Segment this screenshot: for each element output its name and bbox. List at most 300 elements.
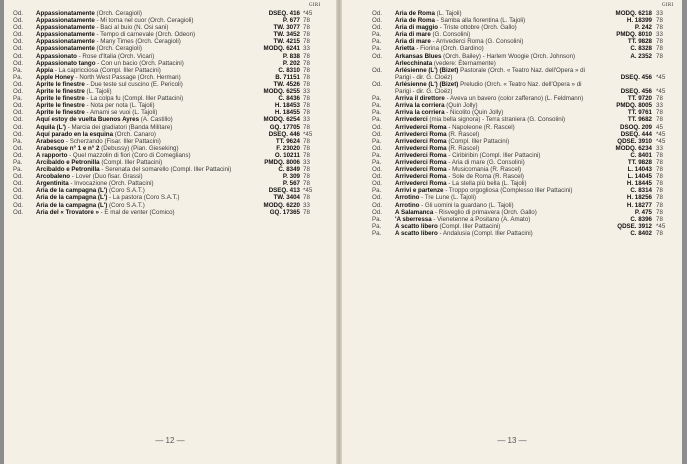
entry-details: - Nota per nota (L. Tajoli) bbox=[84, 102, 155, 110]
label-code: Od. bbox=[372, 180, 382, 188]
entry-description bbox=[36, 173, 236, 180]
entry-details: (mia bella signora) - Terra straniera (G. Consolini) bbox=[427, 116, 566, 124]
catalog-entry bbox=[4, 102, 336, 109]
entry-details: - E mal de venter (Comico) bbox=[98, 208, 175, 216]
entry-description bbox=[395, 17, 595, 24]
catalog-entry bbox=[342, 109, 682, 116]
entry-title: Arcibaldo e Petronilla bbox=[36, 166, 100, 174]
catalog-entry bbox=[342, 38, 682, 45]
catalog-number: GQ. 17705 bbox=[269, 123, 300, 131]
entry-title: Aria de Roma bbox=[395, 17, 435, 25]
entry-description bbox=[395, 81, 595, 95]
entry-title: Aria de la campagna (L') bbox=[36, 201, 108, 209]
label-code: Od. bbox=[372, 52, 382, 60]
label-code: Od. bbox=[13, 80, 23, 88]
catalog-number: TW. 4215 bbox=[273, 38, 300, 46]
catalog-number: C. 8402 bbox=[630, 229, 652, 237]
label-code: Od. bbox=[13, 88, 23, 96]
entry-title: Aquí parado en la esquina bbox=[36, 130, 114, 138]
label-code: Pa. bbox=[372, 109, 382, 117]
catalog-entries-left bbox=[4, 10, 336, 216]
label-code: Pa. bbox=[372, 222, 382, 230]
catalog-entry bbox=[342, 116, 682, 123]
entry-details: - La capricciosa (Compl. Iller Pattacini) bbox=[53, 66, 161, 74]
catalog-number: TW. 3077 bbox=[273, 24, 300, 32]
catalog-entry bbox=[4, 138, 336, 145]
catalog-entry bbox=[342, 180, 682, 187]
entry-title: Appassionatamente bbox=[36, 17, 95, 25]
catalog-number: C. 8436 bbox=[278, 95, 300, 103]
entry-details: - Mi torna nel cuor (Orch. Ceragioli) bbox=[94, 17, 194, 25]
entry-details: - Invocazione (Orch. Pattacini) bbox=[68, 180, 154, 188]
entry-details: - La colpa fu (Compl. Iller Pattacini) bbox=[84, 95, 184, 103]
label-code: Od. bbox=[372, 80, 382, 88]
rpm-speed: 78 bbox=[303, 180, 310, 188]
rpm-speed: 78 bbox=[656, 109, 663, 117]
catalog-number: P. 838 bbox=[282, 52, 300, 60]
catalog-number: H. 18453 bbox=[274, 102, 300, 110]
rpm-speed: 78 bbox=[303, 109, 310, 117]
rpm-speed: 33 bbox=[303, 158, 310, 166]
rpm-speed: 78 bbox=[656, 38, 663, 46]
entry-description bbox=[395, 109, 595, 116]
entry-description bbox=[36, 95, 236, 102]
rpm-speed: 78 bbox=[656, 45, 663, 53]
entry-description bbox=[36, 180, 236, 187]
rpm-speed: *45 bbox=[303, 10, 313, 17]
catalog-number: PMDQ. 8010 bbox=[616, 31, 652, 39]
entry-details: - Napoleone (R. Rascel) bbox=[446, 123, 515, 131]
entry-description bbox=[36, 31, 236, 38]
label-code: Od. bbox=[13, 59, 23, 67]
catalog-entry bbox=[342, 216, 682, 223]
rpm-speed: 33 bbox=[303, 201, 310, 209]
rpm-speed: *45 bbox=[303, 130, 313, 138]
catalog-entry bbox=[342, 81, 682, 95]
entry-description bbox=[395, 180, 595, 187]
label-code: Pa. bbox=[372, 102, 382, 110]
label-code: Pa. bbox=[372, 187, 382, 195]
entry-description bbox=[395, 152, 595, 159]
entry-description bbox=[395, 166, 595, 173]
catalog-entry bbox=[4, 109, 336, 116]
catalog-number: DSEQ. 456 bbox=[620, 88, 652, 96]
entry-title: Arrivederci Roma bbox=[395, 144, 447, 152]
label-code: Od. bbox=[13, 109, 23, 117]
rpm-speed: 78 bbox=[656, 52, 663, 60]
entry-title: Aprite le finestre bbox=[36, 109, 85, 117]
entry-description bbox=[36, 109, 236, 116]
catalog-entry bbox=[4, 166, 336, 173]
entry-description bbox=[36, 145, 236, 152]
entry-details: - Andalusia (Compl. Iller Pattacini) bbox=[437, 229, 533, 237]
entry-description bbox=[395, 31, 595, 38]
label-code: Od. bbox=[13, 52, 23, 60]
entry-description bbox=[36, 187, 236, 194]
rpm-speed: 78 bbox=[656, 158, 663, 166]
entry-title: Arcibaldo e Petronilla bbox=[36, 158, 100, 166]
catalog-entry bbox=[4, 173, 336, 180]
label-code: Od. bbox=[13, 10, 23, 17]
entry-title: Appia bbox=[36, 66, 54, 74]
entry-description bbox=[36, 138, 236, 145]
label-code: Od. bbox=[372, 208, 382, 216]
label-code: Od. bbox=[372, 66, 382, 74]
rpm-speed: 33 bbox=[656, 31, 663, 39]
entry-details: - Scherzando (Fisar. Iller Pattacini) bbox=[64, 137, 161, 145]
catalog-entry bbox=[342, 194, 682, 201]
rpm-speed: 78 bbox=[656, 166, 663, 174]
entry-details: - Due teste sul cuscino (E. Pericoli) bbox=[84, 80, 183, 88]
entry-title: Appassionatamente bbox=[36, 10, 95, 17]
label-code: Pa. bbox=[372, 31, 382, 39]
label-code: Od. bbox=[372, 194, 382, 202]
entry-details: - Many Times (Orch. Ceragioli) bbox=[94, 38, 181, 46]
catalog-entry bbox=[4, 31, 336, 38]
entry-details: (Orch. Bailey) - Harlem Woogie (Orch. Johnson) bbox=[441, 52, 576, 60]
entry-description bbox=[36, 166, 236, 173]
catalog-entry bbox=[342, 202, 682, 209]
catalog-number: TT. 9761 bbox=[627, 109, 652, 117]
entry-title: A scatto libero bbox=[395, 229, 438, 237]
entry-description bbox=[395, 116, 595, 123]
entry-description bbox=[36, 209, 236, 216]
entry-details: - Risveglio di primavera (Orch. Gallo) bbox=[433, 208, 537, 216]
label-code: Od. bbox=[13, 38, 23, 46]
catalog-number: DSEQ. 456 bbox=[620, 73, 652, 81]
label-code: Pa. bbox=[13, 95, 23, 103]
rpm-speed: 78 bbox=[303, 66, 310, 74]
catalog-entry bbox=[4, 88, 336, 95]
rpm-speed: 78 bbox=[303, 52, 310, 60]
catalog-entries-right bbox=[342, 10, 682, 237]
entry-title: Appassionatamente bbox=[36, 45, 95, 53]
rpm-speed: 78 bbox=[303, 73, 310, 81]
rpm-speed: 78 bbox=[303, 144, 310, 152]
catalog-entry bbox=[4, 10, 336, 17]
label-code: Pa. bbox=[13, 73, 23, 81]
entry-description bbox=[395, 173, 595, 180]
entry-details: (Orch. Ceragioli) bbox=[94, 10, 142, 17]
entry-details: - Tre Lune (L. Tajoli) bbox=[419, 194, 477, 202]
catalog-number: MODQ. 6234 bbox=[615, 144, 652, 152]
catalog-number: H. 18445 bbox=[626, 180, 652, 188]
entry-details: (Compl. Iller Pattacini) bbox=[446, 137, 510, 145]
catalog-entry bbox=[4, 124, 336, 131]
entry-title: Aria di mare bbox=[395, 38, 431, 46]
rpm-speed: 78 bbox=[303, 194, 310, 202]
entry-description bbox=[36, 24, 236, 31]
catalog-number: TW. 3404 bbox=[273, 194, 300, 202]
entry-details: (vedere: Ėternamente) bbox=[432, 59, 496, 67]
entry-title: Appassionato bbox=[36, 52, 77, 60]
label-code: Od. bbox=[13, 31, 23, 39]
entry-details: - Quel mazzolin di fiori (Coro di Comeglians) bbox=[67, 151, 191, 159]
catalog-entry bbox=[4, 67, 336, 74]
entry-description bbox=[395, 95, 595, 102]
entry-details: - La pastora (Coro S.A.T.) bbox=[107, 194, 180, 202]
entry-title: Arrivederci bbox=[395, 116, 428, 124]
entry-details: (Debussy) (Pian. Gieseking) bbox=[99, 144, 179, 152]
label-code: Pa. bbox=[372, 137, 382, 145]
label-code: Od. bbox=[13, 45, 23, 53]
entry-title: Arkansas Blues bbox=[395, 52, 442, 60]
label-code: Od. bbox=[372, 144, 382, 152]
label-code: Pa. bbox=[372, 116, 382, 124]
catalog-entry bbox=[342, 102, 682, 109]
entry-title: Arrivederci Roma bbox=[395, 137, 447, 145]
entry-details: - Marcia dei gladiatori (Banda Militare) bbox=[66, 123, 173, 131]
entry-title: Aria del « Trovatore » bbox=[36, 208, 99, 216]
entry-description bbox=[395, 209, 595, 216]
catalog-number: C. 8396 bbox=[630, 215, 652, 223]
entry-title: Aquí estoy de vuelta Buenos Ayres bbox=[36, 116, 140, 124]
catalog-entry bbox=[4, 131, 336, 138]
rpm-speed: *45 bbox=[656, 137, 666, 145]
entry-title: Arabesco bbox=[36, 137, 65, 145]
entry-description bbox=[36, 202, 236, 209]
entry-title: Appassionato tango bbox=[36, 59, 96, 67]
entry-description bbox=[395, 194, 595, 201]
entry-title: Arrivederci Roma bbox=[395, 166, 447, 174]
catalog-number: QDSE. 3910 bbox=[617, 137, 652, 145]
catalog-number: H. 18277 bbox=[626, 201, 652, 209]
rpm-speed: 78 bbox=[303, 59, 310, 67]
label-code: Od. bbox=[13, 180, 23, 188]
catalog-entry bbox=[342, 17, 682, 24]
label-code: Od. bbox=[372, 173, 382, 181]
label-code: Od. bbox=[13, 201, 23, 209]
catalog-number: P. 677 bbox=[282, 17, 300, 25]
entry-details: (Orch. Ceragioli) bbox=[94, 45, 142, 53]
entry-title: A rapporto bbox=[36, 151, 68, 159]
catalog-entry bbox=[342, 152, 682, 159]
catalog-number: P. 202 bbox=[282, 59, 300, 67]
rpm-speed: 78 bbox=[303, 38, 310, 46]
entry-details: (Orch. Canaro) bbox=[113, 130, 156, 138]
entry-details: - North West Passage (Orch. Herman) bbox=[73, 73, 181, 81]
label-code: Od. bbox=[372, 17, 382, 25]
rpm-speed: 78 bbox=[303, 208, 310, 216]
catalog-entry bbox=[342, 124, 682, 131]
catalog-number: TW. 4526 bbox=[273, 80, 300, 88]
label-code: Pa. bbox=[13, 158, 23, 166]
entry-title: Aprite le finestre bbox=[36, 102, 85, 110]
rpm-speed: 78 bbox=[303, 31, 310, 39]
catalog-number: A. 2352 bbox=[630, 52, 652, 60]
rpm-speed: 78 bbox=[303, 173, 310, 181]
entry-details: (R. Rascel) bbox=[446, 130, 480, 138]
entry-title: Argentinita bbox=[36, 180, 69, 188]
label-code: Od. bbox=[13, 17, 23, 25]
catalog-entry bbox=[342, 209, 682, 216]
catalog-number: C. 8314 bbox=[630, 187, 652, 195]
entry-description bbox=[395, 223, 595, 230]
catalog-number: B. 71151 bbox=[275, 73, 300, 81]
catalog-entry bbox=[4, 152, 336, 159]
right-page bbox=[342, 0, 682, 464]
entry-details: (Coro S.A.T.) bbox=[107, 187, 145, 195]
rpm-speed: 78 bbox=[656, 229, 663, 237]
catalog-number: H. 18399 bbox=[626, 17, 652, 25]
rpm-speed: 78 bbox=[303, 102, 310, 110]
catalog-number: C. 8349 bbox=[278, 166, 300, 174]
rpm-speed: 78 bbox=[303, 166, 310, 174]
catalog-number: P. 567 bbox=[282, 180, 300, 188]
label-code: Od. bbox=[372, 130, 382, 138]
entry-details: (Quin Jolly) bbox=[444, 102, 478, 110]
entry-description bbox=[36, 38, 236, 45]
label-code: Od. bbox=[372, 201, 382, 209]
entry-title: Appassionatamente bbox=[36, 31, 95, 39]
catalog-entry bbox=[4, 159, 336, 166]
entry-details: - Aveva un bavero (color zafferano) (L. Feldmann) bbox=[444, 95, 584, 103]
rpm-speed: 33 bbox=[656, 10, 663, 17]
rpm-speed: 78 bbox=[656, 194, 663, 202]
entry-title: Appassionatamente bbox=[36, 38, 95, 46]
entry-details: (Compl. Iller Pattacini) bbox=[99, 158, 163, 166]
entry-description bbox=[36, 131, 236, 138]
entry-details: (Coro S.A.T.) bbox=[107, 201, 145, 209]
page-number: — 12 — bbox=[155, 436, 185, 445]
label-code: Pa. bbox=[372, 158, 382, 166]
rpm-speed: 78 bbox=[303, 17, 310, 25]
entry-details: - Con un bacio (Orch. Pattacini) bbox=[95, 59, 184, 67]
catalog-entry bbox=[342, 24, 682, 31]
label-code: Od. bbox=[13, 24, 23, 32]
entry-description bbox=[395, 24, 595, 31]
entry-title: Arriva la corriera bbox=[395, 109, 445, 117]
catalog-number: MODQ. 6218 bbox=[615, 10, 652, 17]
entry-description bbox=[395, 124, 595, 131]
entry-description bbox=[395, 202, 595, 209]
label-code: Od. bbox=[372, 10, 382, 17]
label-code: Od. bbox=[13, 123, 23, 131]
entry-details: - Tempo di carnevale (Orch. Odeon) bbox=[94, 31, 196, 39]
catalog-number: P. 242 bbox=[634, 24, 652, 32]
entry-description bbox=[395, 67, 595, 81]
rpm-speed: 78 bbox=[303, 95, 310, 103]
catalog-entry bbox=[4, 202, 336, 209]
entry-details: - La stella più bella (L. Tajoli) bbox=[446, 180, 527, 188]
entry-title: Arrivederci Roma bbox=[395, 130, 447, 138]
catalog-number: GQ. 17365 bbox=[269, 208, 300, 216]
entry-details: - Vienetenne a Positano (A. Amato) bbox=[431, 215, 531, 223]
catalog-entry bbox=[4, 187, 336, 194]
catalog-entry bbox=[4, 194, 336, 201]
catalog-number: P. 309 bbox=[282, 173, 300, 181]
entry-title: Arriva la corriera bbox=[395, 102, 445, 110]
entry-description bbox=[395, 187, 595, 194]
entry-details: (A. Castillo) bbox=[139, 116, 173, 124]
catalog-entry bbox=[342, 131, 682, 138]
catalog-number: F. 23020 bbox=[276, 144, 300, 152]
entry-description bbox=[395, 45, 595, 52]
label-code: Od. bbox=[372, 123, 382, 131]
catalog-entry bbox=[342, 95, 682, 102]
catalog-number: C. 8401 bbox=[630, 151, 652, 159]
rpm-speed: 78 bbox=[303, 24, 310, 32]
entry-title: Arrivederci Roma bbox=[395, 158, 447, 166]
catalog-number: TT. 9828 bbox=[627, 158, 652, 166]
catalog-entry bbox=[4, 38, 336, 45]
entry-description bbox=[36, 10, 236, 17]
label-code: Pa. bbox=[372, 215, 382, 223]
catalog-entry bbox=[342, 10, 682, 17]
entry-title: Arriva il direttore bbox=[395, 95, 445, 103]
catalog-entry bbox=[4, 60, 336, 67]
entry-title: Arlecchinata bbox=[395, 59, 433, 67]
entry-title: Appassionatamente bbox=[36, 24, 95, 32]
catalog-entry bbox=[4, 81, 336, 88]
entry-description bbox=[395, 102, 595, 109]
entry-description bbox=[395, 159, 595, 166]
label-code: Od. bbox=[13, 151, 23, 159]
catalog-entry bbox=[4, 53, 336, 60]
label-code: Od. bbox=[13, 208, 23, 216]
label-code: Pa. bbox=[372, 45, 382, 53]
catalog-entry bbox=[4, 24, 336, 31]
rpm-speed: 78 bbox=[656, 116, 663, 124]
entry-details: Pastorale (Orch. « Teatro Naz. dell'Opera » di Parigi - dir. G. Cloëz) bbox=[395, 66, 585, 81]
catalog-entry bbox=[342, 53, 682, 60]
rpm-speed: *45 bbox=[303, 187, 313, 195]
entry-details: - Gli uomini la guardano (L. Tajoli) bbox=[419, 201, 514, 209]
entry-details: - Serenata del somarello (Compl. Iller Pattacini) bbox=[99, 166, 232, 174]
catalog-number: DSEQ. 446 bbox=[268, 130, 300, 138]
rpm-speed: 45 bbox=[656, 123, 663, 131]
entry-title: Arlésienne (L') (Bizet) bbox=[395, 80, 459, 88]
rpm-speed: *45 bbox=[656, 88, 666, 96]
entry-details: (R. Rascel) bbox=[446, 144, 480, 152]
catalog-entry bbox=[342, 138, 682, 145]
entry-title: Aria de la campagna (L') bbox=[36, 194, 108, 202]
entry-title: A Salamanca bbox=[395, 208, 434, 216]
entry-description bbox=[395, 38, 595, 45]
catalog-entry bbox=[342, 230, 682, 237]
entry-description bbox=[36, 102, 236, 109]
entry-title: Arrivederci Roma bbox=[395, 151, 447, 159]
entry-description bbox=[395, 53, 595, 60]
catalog-entry bbox=[342, 145, 682, 152]
catalog-entry bbox=[342, 31, 682, 38]
catalog-entry bbox=[342, 60, 682, 67]
entry-title: Arrotino bbox=[395, 194, 420, 202]
entry-title: Aprite le finestre bbox=[36, 80, 85, 88]
entry-description bbox=[36, 152, 236, 159]
entry-description bbox=[36, 194, 236, 201]
rpm-speed: 78 bbox=[656, 151, 663, 159]
entry-description bbox=[36, 81, 236, 88]
entry-title: Aprite le finestre bbox=[36, 88, 85, 96]
label-code: Od. bbox=[372, 166, 382, 174]
entry-title: Arrivederci Roma bbox=[395, 123, 447, 131]
label-code: Od. bbox=[372, 24, 382, 32]
entry-description bbox=[395, 60, 595, 67]
entry-details: - Arrivederci Roma (G. Consolini) bbox=[430, 38, 524, 46]
catalog-entry bbox=[4, 17, 336, 24]
label-code: Pa. bbox=[372, 38, 382, 46]
entry-details: - Nicolito (Quin Jolly) bbox=[444, 109, 504, 117]
catalog-number: H. 18455 bbox=[274, 109, 300, 117]
rpm-speed: 78 bbox=[656, 201, 663, 209]
rpm-speed: 78 bbox=[303, 137, 310, 145]
label-code: Od. bbox=[13, 144, 23, 152]
entry-title: Arrivederci Roma bbox=[395, 173, 447, 181]
rpm-speed: 78 bbox=[656, 95, 663, 103]
label-code: Od. bbox=[13, 102, 23, 110]
entry-details: (G. Consolini) bbox=[430, 31, 471, 39]
